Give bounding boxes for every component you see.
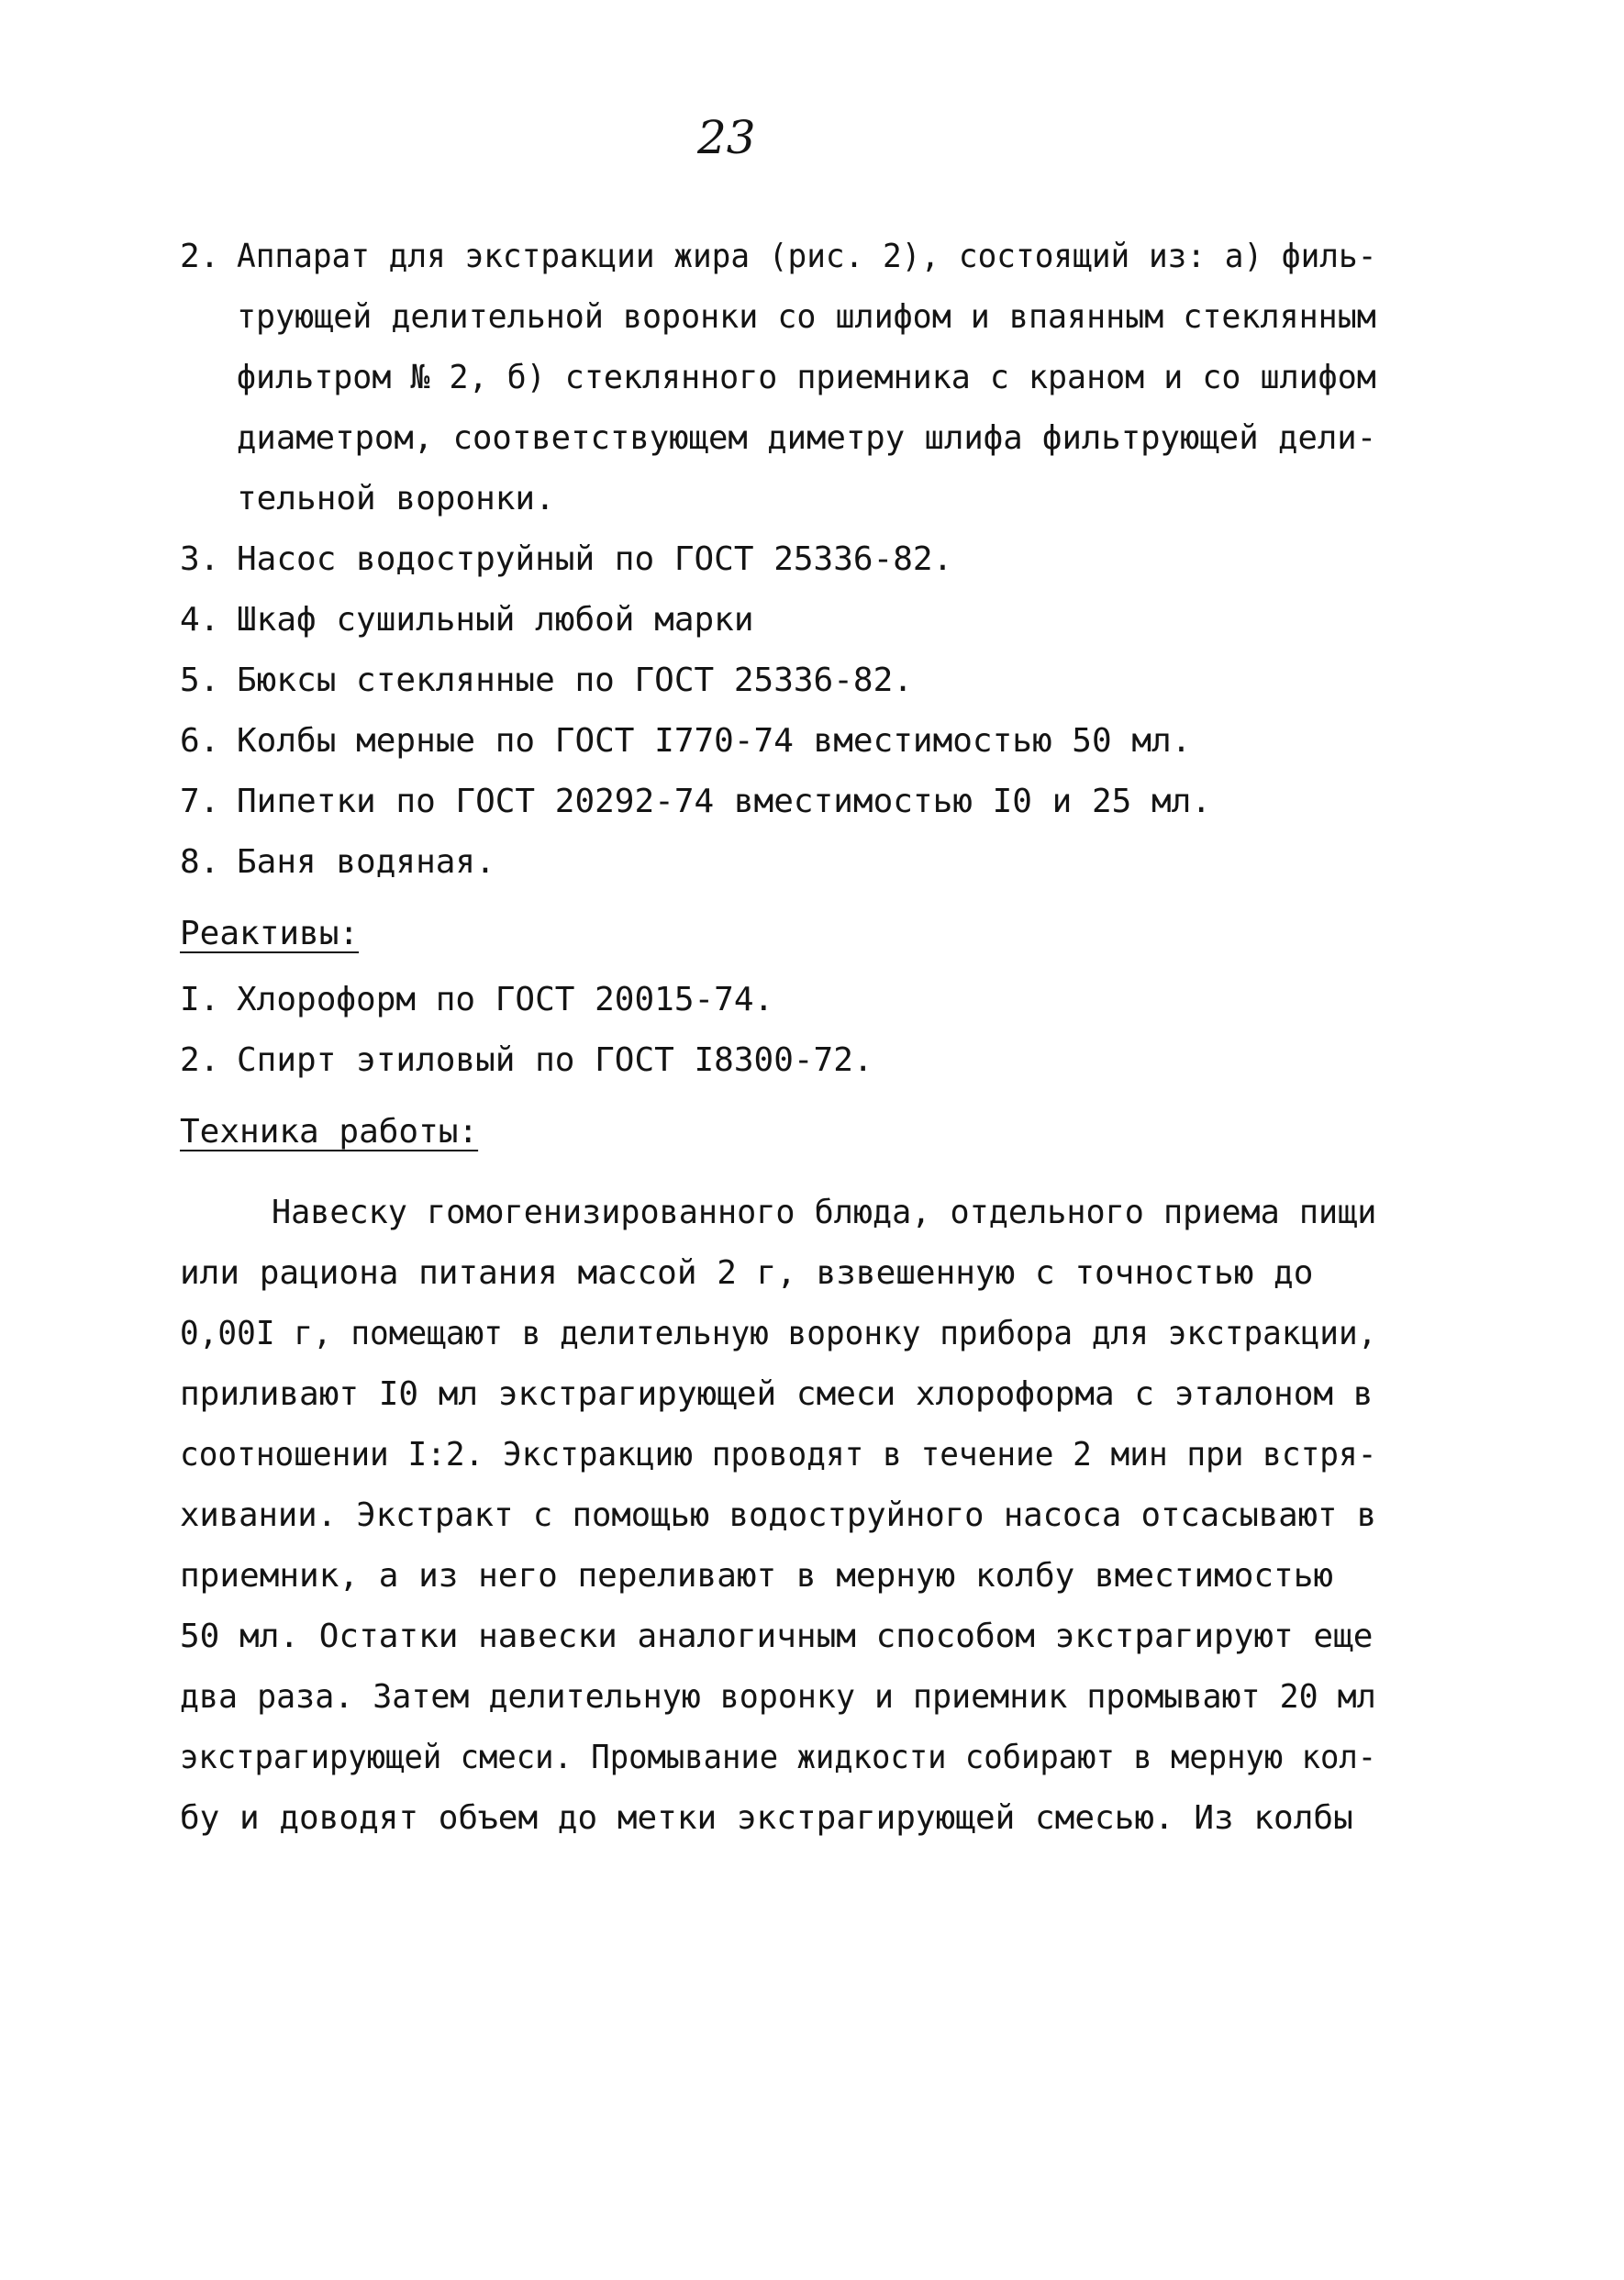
reagent-item-number: 2. <box>180 1041 220 1079</box>
technique-paragraph-line: 0,00I г, помещают в делительную воронку прибора для экстракции, <box>180 1315 1377 1352</box>
equipment-item-text: Шкаф сушильный любой марки <box>237 601 754 639</box>
equipment-item-number: 3. <box>180 540 220 578</box>
equipment-item-number: 4. <box>180 601 220 639</box>
equipment-item-text: фильтром № 2, б) стеклянного приемника с краном и со шлифом <box>237 359 1376 396</box>
reagent-item-text: Хлороформ по ГОСТ 20015-74. <box>237 981 774 1018</box>
equipment-item-number: 2. <box>180 238 220 275</box>
technique-paragraph-line: бу и доводят объем до метки экстрагирующей смесью. Из колбы <box>180 1799 1353 1837</box>
reagents-heading: Реактивы: <box>180 915 360 952</box>
technique-paragraph-line: хивании. Экстракт с помощью водоструйного насоса отсасывают в <box>180 1496 1377 1534</box>
technique-paragraph-line: соотношении I:2. Экстракцию проводят в течение 2 мин при встря- <box>180 1436 1377 1474</box>
equipment-item-text: диаметром, соответствующем диметру шлифа фильтрующей дели- <box>237 419 1377 457</box>
technique-heading: Техника работы: <box>180 1113 479 1151</box>
equipment-item-number: 7. <box>180 783 220 820</box>
equipment-item-text: Насос водоструйный по ГОСТ 25336-82. <box>237 540 953 578</box>
equipment-item-text: Бюксы стеклянные по ГОСТ 25336-82. <box>237 662 913 699</box>
equipment-item-text: Пипетки по ГОСТ 20292-74 вместимостью I0 и 25 мл. <box>237 783 1212 820</box>
equipment-item-text: Баня водяная. <box>237 843 495 881</box>
equipment-item-text: Аппарат для экстракции жира (рис. 2), состоящий из: а) филь- <box>237 238 1377 275</box>
reagent-item-number: I. <box>180 981 220 1018</box>
technique-paragraph-line: приемник, а из него переливают в мерную колбу вместимостью <box>180 1557 1334 1595</box>
technique-paragraph-line: Навеску гомогенизированного блюда, отдельного приема пищи <box>272 1194 1377 1231</box>
technique-paragraph-line: 50 мл. Остатки навески аналогичным способом экстрагируют еще <box>180 1618 1374 1655</box>
equipment-item-text: трующей делительной воронки со шлифом и впаянным стеклянным <box>237 298 1376 336</box>
equipment-item-number: 8. <box>180 843 220 881</box>
technique-paragraph-line: два раза. Затем делительную воронку и приемник промывают 20 мл <box>180 1678 1376 1716</box>
reagent-item-text: Спирт этиловый по ГОСТ I8300-72. <box>237 1041 873 1079</box>
technique-paragraph-line: приливают I0 мл экстрагирующей смеси хлороформа с эталоном в <box>180 1375 1374 1413</box>
equipment-item-number: 5. <box>180 662 220 699</box>
technique-paragraph-line: экстрагирующей смеси. Промывание жидкости собирают в мерную кол- <box>180 1739 1377 1776</box>
technique-paragraph-line: или рациона питания массой 2 г, взвешенную с точностью до <box>180 1254 1314 1292</box>
equipment-item-text: Колбы мерные по ГОСТ I770-74 вместимостью 50 мл. <box>237 722 1192 760</box>
equipment-item-text: тельной воронки. <box>237 480 555 517</box>
equipment-item-number: 6. <box>180 722 220 760</box>
page-number: 23 <box>697 111 756 164</box>
